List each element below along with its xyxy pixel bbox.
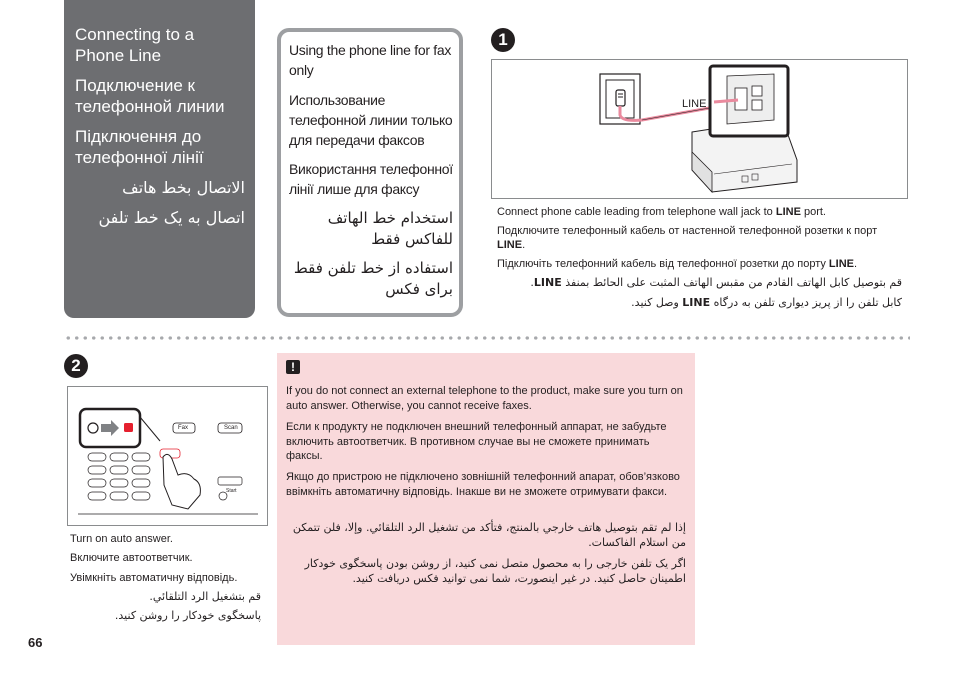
- step-2-caption-ar: قم بتشغيل الرد التلقائي.: [149, 590, 261, 603]
- step-1-caption-ru: Подключите телефонный кабель от настенной телефонной розетки к порт LINE.: [497, 225, 878, 251]
- warning-uk: Якщо до пристрою не підключено зовнішній телефонний апарат, обов’язково ввімкніть автоматичну відповідь. Інакше ви не зможете отримувати факси.: [286, 471, 680, 498]
- step-1-caption-uk: Підключіть телефонний кабель від телефонної розетки до порту LINE.: [497, 258, 858, 270]
- svg-text:Fax: Fax: [178, 425, 189, 431]
- warning-fa: اگر یک تلفن خارجی را به محصول متصل نمی کنید، از روشن بودن پاسخگوی خودکار اطمینان حاصل کنید. در غیر اینصورت، شما نمی توانید فکس دریافت کنید.: [304, 557, 686, 585]
- svg-text:Scan: Scan: [224, 425, 238, 431]
- step-2-badge: 2: [64, 354, 88, 378]
- note-uk: Використання телефонної лінії лише для факсу: [289, 161, 453, 197]
- svg-text:Start: Start: [226, 488, 237, 494]
- control-panel-figure: [68, 387, 267, 525]
- phone-line-connection-figure: [492, 60, 907, 198]
- auto-answer-light-icon: [124, 423, 133, 432]
- title-ru: Подключение к телефонной линии: [75, 76, 225, 116]
- note-ru: Использование телефонной линии только для передачи факсов: [289, 92, 453, 148]
- note-en: Using the phone line for fax only: [289, 42, 452, 78]
- section-title-box: [64, 0, 255, 318]
- step-1-caption-en: Connect phone cable leading from telephone wall jack to LINE port.: [497, 206, 826, 218]
- step-2-caption-ru: Включите автоответчик.: [70, 552, 193, 564]
- page-number: 66: [28, 635, 43, 650]
- title-en: Connecting to a Phone Line: [75, 25, 195, 65]
- title-uk: Підключення до телефонної лінії: [75, 127, 204, 167]
- title-fa: اتصال به یک خط تلفن: [98, 208, 245, 227]
- step-1-caption-ar: قم بتوصيل كابل الهاتف القادم من مقبس الهاتف المثبت على الحائط بمنفذ LINE.: [530, 276, 902, 289]
- line-port-label: LINE: [682, 98, 707, 110]
- step-1-caption-fa: کابل تلفن را از پریز دیواری تلفن به درگاه LINE وصل کنید.: [631, 296, 902, 309]
- note-fa: استفاده از خط تلفن فقط برای فکس: [293, 259, 453, 298]
- step-2-caption-en: Turn on auto answer.: [70, 533, 173, 545]
- auto-answer-warning-box: [277, 353, 695, 645]
- warning-en: If you do not connect an external telephone to the product, make sure you turn on auto answer. Otherwise, you cannot receive faxes.: [286, 385, 683, 412]
- step-2-caption-uk: Увімкніть автоматичну відповідь.: [70, 572, 238, 584]
- note-ar: استخدام خط الهاتف للفاكس فقط: [327, 209, 453, 248]
- section-divider: [64, 336, 910, 340]
- step-2-caption-fa: پاسخگوی خودکار را روشن کنید.: [114, 609, 261, 622]
- fax-only-note-box: [277, 28, 463, 317]
- warning-icon: !: [286, 360, 300, 374]
- step-1-badge: 1: [491, 28, 515, 52]
- warning-ar: إذا لم تقم بتوصيل هاتف خارجي بالمنتج، فتأكد من تشغيل الرد التلقائي. وإلا، فلن تتمكن من استلام الفاكسات.: [292, 521, 686, 549]
- step-1-illustration: [491, 59, 908, 199]
- title-ar: الاتصال بخط هاتف: [122, 178, 245, 197]
- pointing-hand-icon: [163, 454, 200, 509]
- warning-ru: Если к продукту не подключен внешний телефонный аппарат, не забудьте включить автоответчик. В противном случае вы не сможете принимать факсы.: [286, 421, 667, 462]
- step-2-illustration: [67, 386, 268, 526]
